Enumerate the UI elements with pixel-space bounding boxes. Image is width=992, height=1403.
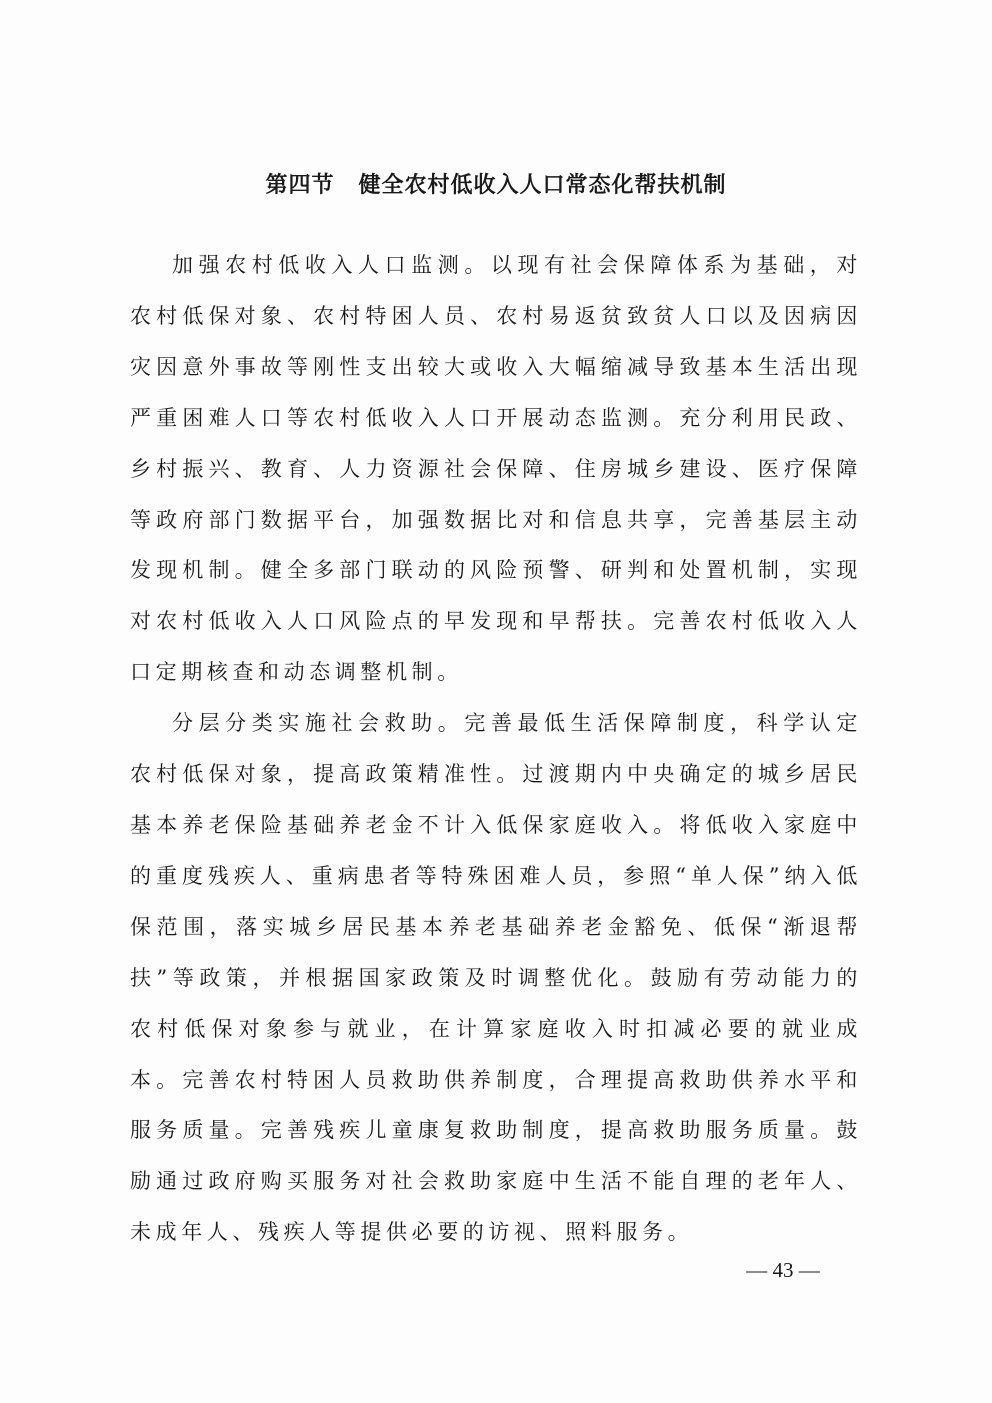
body-text (130, 240, 862, 1258)
section-number: 第四节 (265, 173, 335, 198)
section-title: 健全农村低收入人口常态化帮扶机制 (358, 173, 727, 198)
paragraph-social-assistance: 分层分类实施社会救助。完善最低生活保障制度，科学认定农村低保对象，提高政策精准性。过渡期内中央确定的城乡居民基本养老保险基础养老金不计入低保家庭收入。将低收入家庭中的重度残疾人、重病患者等特殊困难人员，参照“单人保”纳入低保范围，落实城乡居民基本养老基础养老金豁免、低保“渐退帮扶”等政策，并根据国家政策及时调整优化。鼓励有劳动能力的农村低保对象参与就业，在计算家庭收入时扣减必要的就业成本。完善农村特困人员救助供养制度，合理提高救助供养水平和服务质量。完善残疾儿童康复救助制度，提高救助服务质量。鼓励通过政府购买服务对社会救助家庭中生活不能自理的老年人、未成年人、残疾人等提供必要的访视、照料服务。 (130, 711, 862, 1245)
section-heading (0, 168, 992, 199)
paragraph-monitoring: 加强农村低收入人口监测。以现有社会保障体系为基础，对农村低保对象、农村特困人员、农村易返贫致贫人口以及因病因灾因意外事故等刚性支出较大或收入大幅缩减导致基本生活出现严重困难人口等农村低收入人口开展动态监测。充分利用民政、乡村振兴、教育、人力资源社会保障、住房城乡建设、医疗保障等政府部门数据平台，加强数据比对和信息共享，完善基层主动发现机制。健全多部门联动的风险预警、研判和处置机制，实现对农村低收入人口风险点的早发现和早帮扶。完善农村低收入人口定期核查和动态调整机制。 (130, 253, 862, 685)
page-number: — 43 — (746, 1258, 820, 1282)
